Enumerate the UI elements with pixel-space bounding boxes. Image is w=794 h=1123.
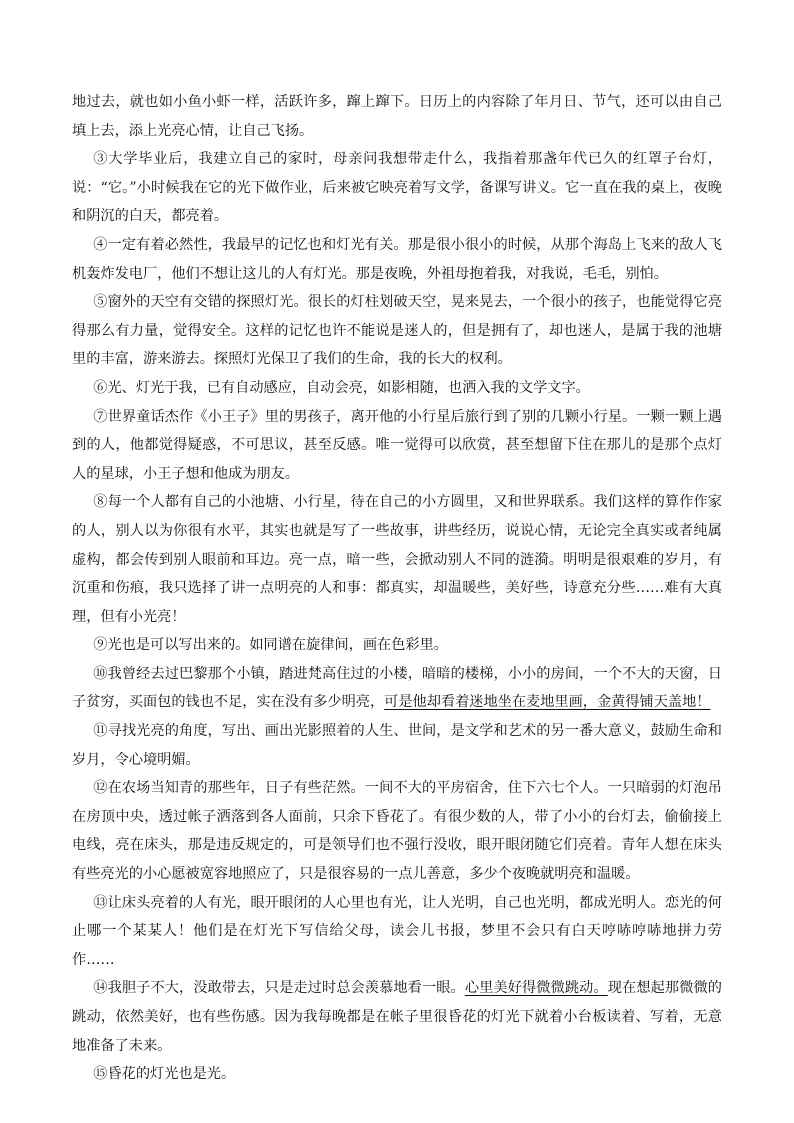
paragraph-text: ⑧每一个人都有自己的小池塘、小行星，待在自己的小方圆里，又和世界联系。我们这样的算作作家的人，别人以为你很有水平，其实也就是写了一些故事，讲些经历，说说心情，无论完全真实或者纯属虚构，都会传到别人眼前和耳边。亮一点，暗一些，会掀动别人不同的涟漪。明明是很艰难的岁月，有沉重和伤痕，我只选择了讲一点明亮的人和事：都真实，却温暖些，美好些，诗意充分些……难有大真理，但有小光亮！ <box>72 494 722 625</box>
paragraph-p12 <box>72 774 722 888</box>
paragraph-p0 <box>72 88 722 145</box>
paragraph-text: 地过去，就也如小鱼小虾一样，活跃许多，蹿上蹿下。日历上的内容除了年月日、节气，还可以由自己填上去，添上光亮心情，让自己飞扬。 <box>72 94 722 139</box>
paragraph-p7 <box>72 403 722 489</box>
paragraph-p4 <box>72 231 722 288</box>
paragraph-text: ⑮昏花的灯光也是光。 <box>93 1066 236 1083</box>
paragraph-text: ⑭我胆子不大，没敢带去，只是走过时总会羡慕地看一眼。 <box>93 980 465 997</box>
underlined-sentence: 心里美好得微微跳动。 <box>464 980 608 997</box>
paragraph-p14 <box>72 974 722 1060</box>
paragraph-p11 <box>72 717 722 774</box>
paragraph-p9 <box>72 631 722 660</box>
underlined-sentence: 可是他却看着迷地坐在麦地里画，金黄得铺天盖地！ <box>384 694 711 711</box>
paragraph-text: ⑫在农场当知青的那些年，日子有些茫然。一间不大的平房宿舍，住下六七个人。一只暗弱的灯泡吊在房顶中央，透过帐子洒落到各人面前，只余下昏花了。有很少数的人，带了小小的台灯去，偷偷接上电线，亮在床头，那是违反规定的，可是领导们也不强行没收，眼开眼闭随它们亮着。青年人想在床头有些亮光的小心愿被宽容地照应了，只是很容易的一点儿善意，多少个夜晚就明亮和温暖。 <box>72 780 722 883</box>
paragraph-p10 <box>72 660 722 717</box>
paragraph-text: ⑤窗外的天空有交错的探照灯光。很长的灯柱划破天空，晃来晃去，一个很小的孩子，也能觉得它亮得那么有力量，觉得安全。这样的记忆也许不能说是迷人的，但是拥有了，却也迷人，是属于我的池塘里的丰富，游来游去。探照灯光保卫了我们的生命，我的长大的权利。 <box>72 294 722 368</box>
paragraph-text: ⑬让床头亮着的人有光，眼开眼闭的人心里也有光，让人光明，自己也光明，都成光明人。恋光的何止哪一个某某人！他们是在灯光下写信给父母，读会儿书报，梦里不会只有白天哼哧哼哧地拼力劳作…… <box>72 894 722 968</box>
paragraph-text: ⑦世界童话杰作《小王子》里的男孩子，离开他的小行星后旅行到了别的几颗小行星。一颗一颗上遇到的人，他都觉得疑惑，不可思议，甚至反感。唯一觉得可以欣赏，甚至想留下住在那儿的是那个点灯人的星球，小王子想和他成为朋友。 <box>72 408 722 482</box>
paragraph-p15 <box>72 1060 722 1089</box>
paragraph-p5 <box>72 288 722 374</box>
paragraph-p13 <box>72 889 722 975</box>
paragraph-text: ⑨光也是可以写出来的。如同谱在旋律间，画在色彩里。 <box>93 637 448 654</box>
paragraph-text: ⑥光、灯光于我，已有自动感应，自动会亮，如影相随，也洒入我的文学文字。 <box>93 379 590 396</box>
paragraph-p6 <box>72 374 722 403</box>
document-page <box>72 88 722 1089</box>
paragraph-text: ⑩我曾经去过巴黎那个小镇，踏进梵高住过的小楼，暗暗的楼梯，小小的房间，一个不大的天窗，日子贫穷，买面包的钱也不足，实在没有多少明亮， <box>72 665 722 711</box>
paragraph-text: 现在想起那微微的跳动，依然美好，也有些伤感。因为我每晚都是在帐子里很昏花的灯光下就着小台板读着、写着，无意地准备了未来。 <box>72 980 722 1054</box>
paragraph-text: ③大学毕业后，我建立自己的家时，母亲问我想带走什么，我指着那盏年代已久的红罩子台灯，说：“它。”小时候我在它的光下做作业，后来被它映亮着写文学，备课写讲义。它一直在我的桌上，夜晚和阴沉的白天，都亮着。 <box>72 151 722 225</box>
paragraph-text: ⑪寻找光亮的角度，写出、画出光影照着的人生、世间，是文学和艺术的另一番大意义，鼓励生命和岁月，令心境明媚。 <box>72 723 722 768</box>
paragraph-text: ④一定有着必然性，我最早的记忆也和灯光有关。那是很小很小的时候，从那个海岛上飞来的敌人飞机轰炸发电厂，他们不想让这儿的人有灯光。那是夜晚，外祖母抱着我，对我说，毛毛，别怕。 <box>72 236 722 282</box>
paragraph-p3 <box>72 145 722 231</box>
paragraph-p8 <box>72 488 722 631</box>
